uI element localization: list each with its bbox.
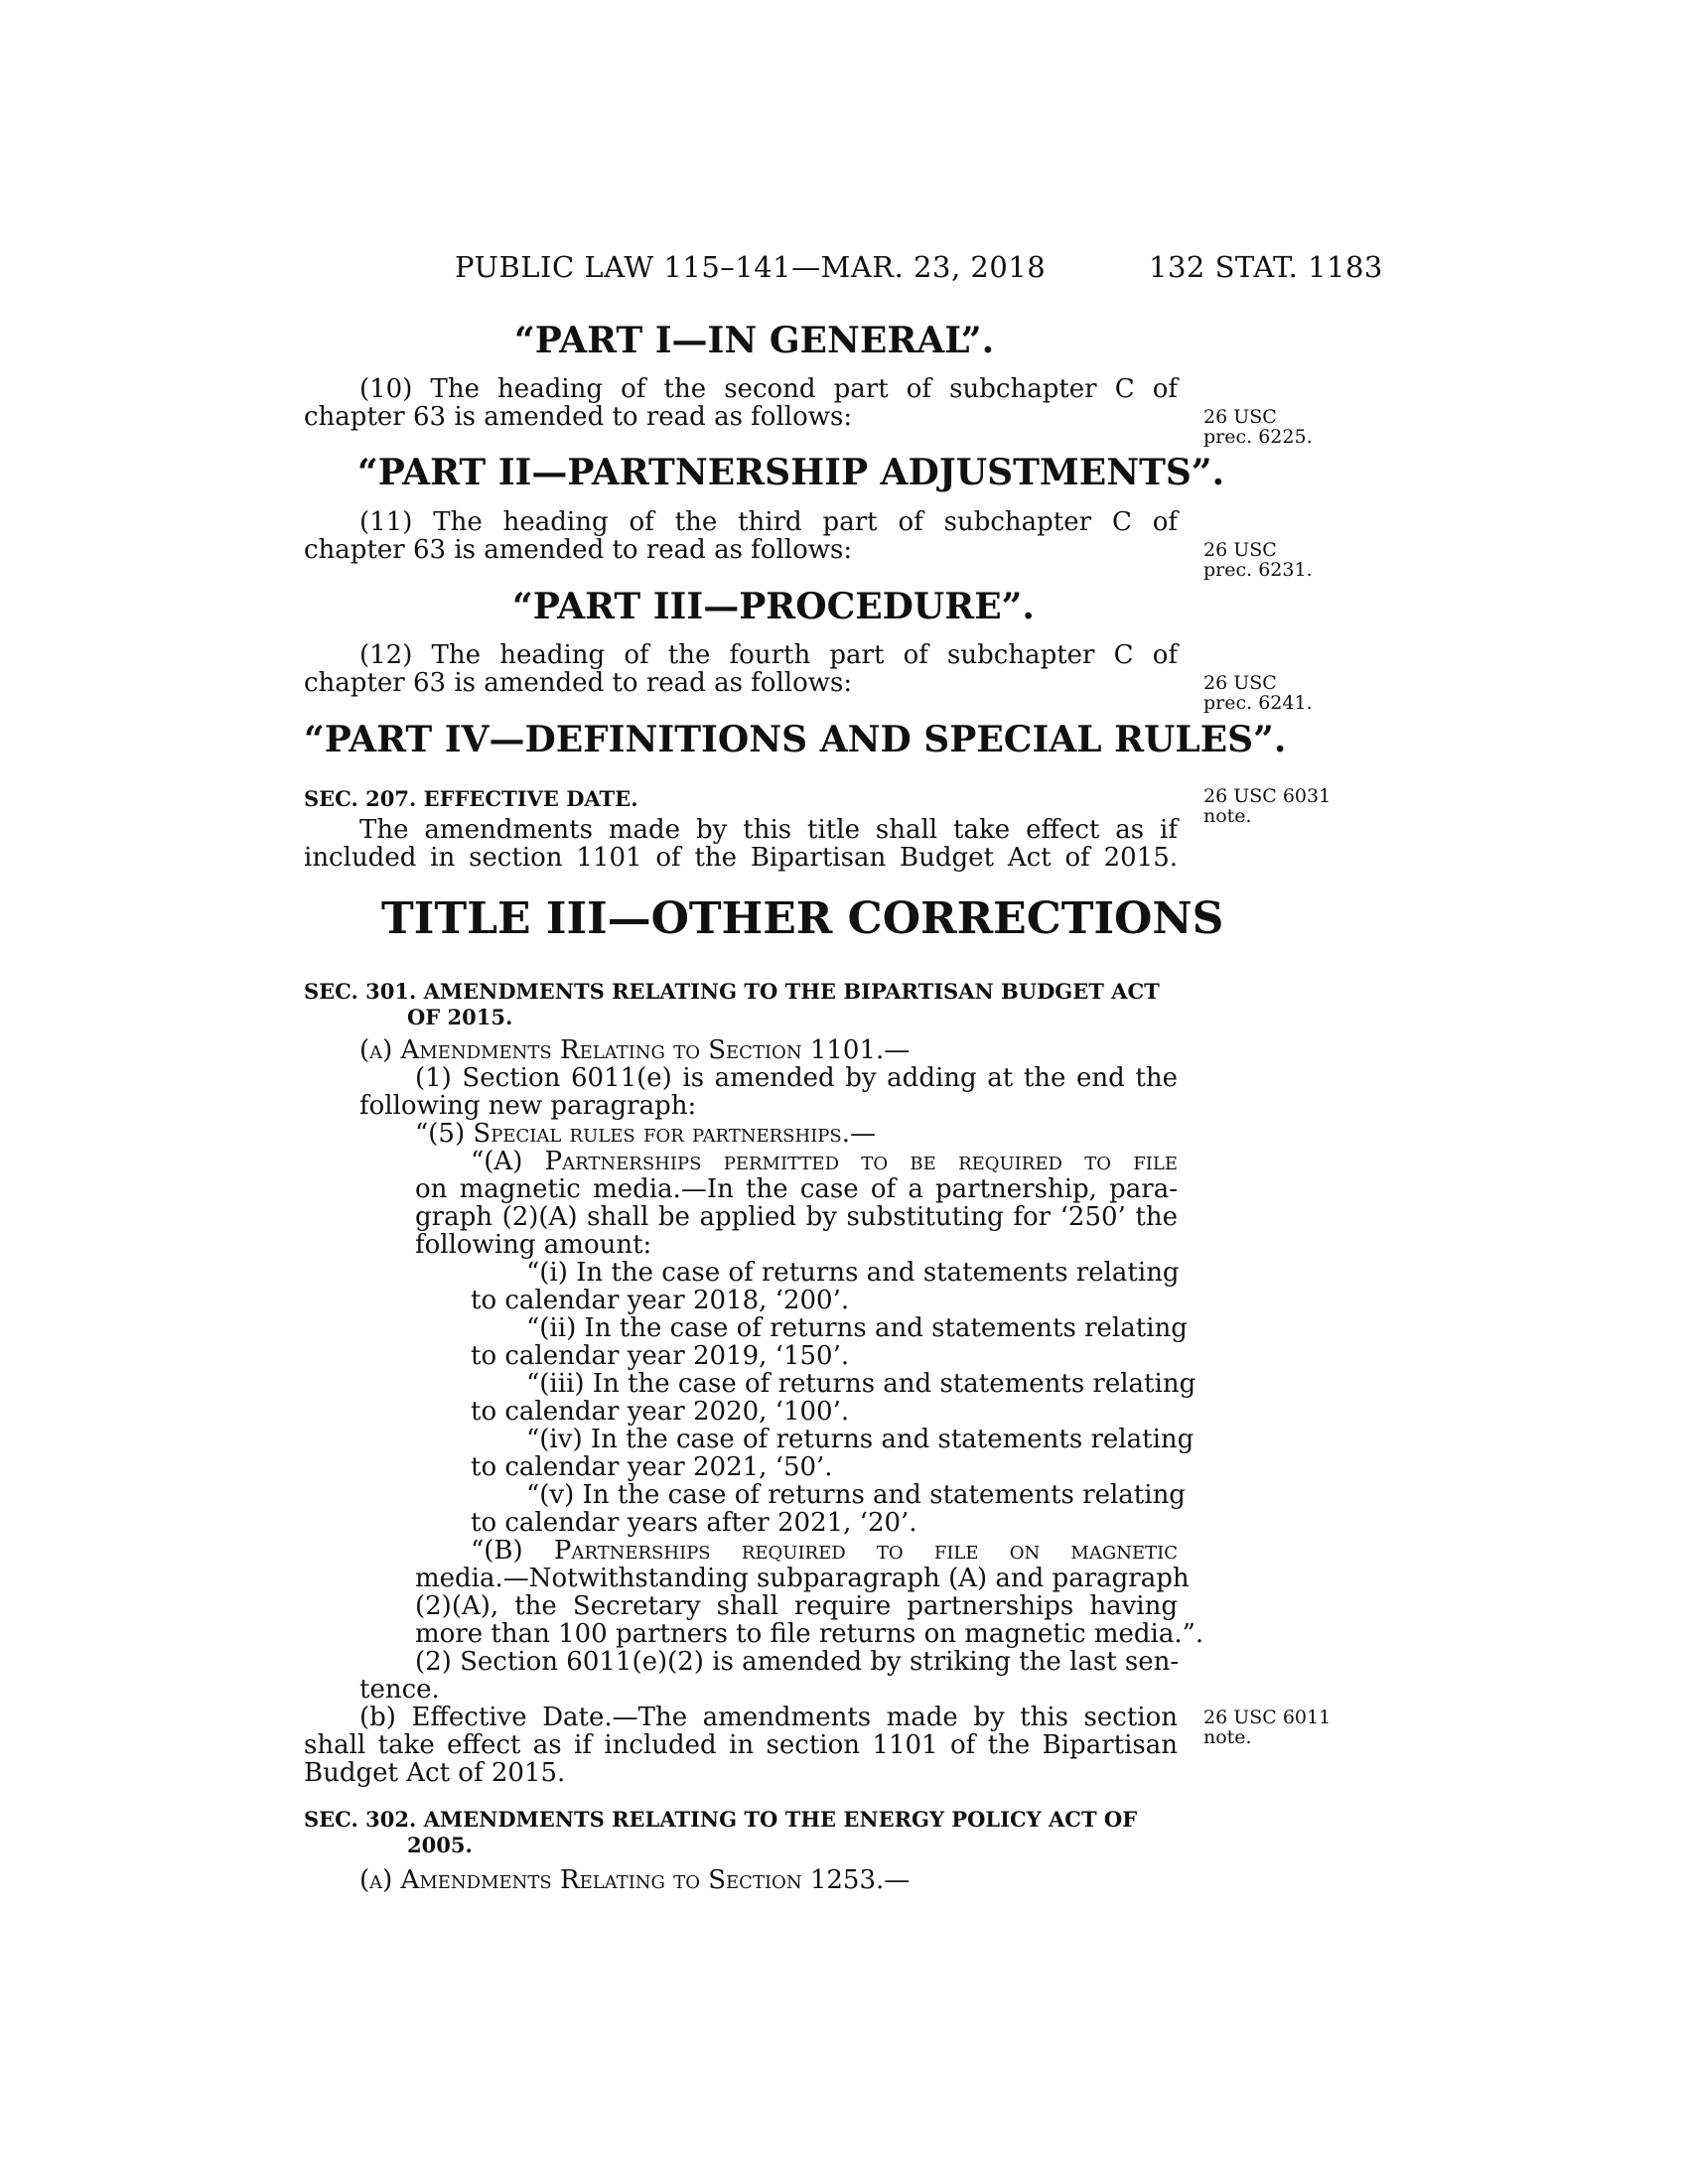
margin-note-line: 26 USC	[1203, 672, 1277, 694]
section-302-heading	[304, 1807, 1178, 1858]
subpara-b-line-3: (2)(A), the Secretary shall require partnerships having	[415, 1591, 1178, 1621]
subpara-b-line-1: “(B) Partnerships required to file on magnetic	[471, 1536, 1178, 1566]
margin-note-line: prec. 6225.	[1203, 426, 1313, 448]
subsection-a-heading: (a) Amendments Relating to Section 1101.—	[359, 1035, 911, 1065]
margin-note-line: note.	[1203, 1726, 1252, 1748]
margin-note-item-11	[1203, 540, 1313, 580]
margin-note-item-10	[1203, 407, 1313, 447]
section-301-heading	[304, 979, 1178, 1030]
para-1-line-1: (1) Section 6011(e) is amended by adding at the end the	[415, 1063, 1178, 1093]
item-10-line-1: (10) The heading of the second part of subchapter C of	[359, 374, 1178, 404]
para-2-line-1: (2) Section 6011(e)(2) is amended by striking the last sen-	[415, 1647, 1180, 1677]
margin-note-line: prec. 6241.	[1203, 692, 1313, 714]
margin-note-line: note.	[1203, 805, 1252, 827]
section-207-line-1: The amendments made by this title shall take effect as if	[359, 815, 1178, 845]
subsection-b-line-1: (b) Effective Date.—The amendments made by this section	[359, 1703, 1178, 1732]
margin-note-line: 26 USC 6011	[1203, 1706, 1332, 1728]
part-1-heading: “PART I—IN GENERAL”.	[514, 320, 995, 361]
clause-iv-line-2: to calendar year 2021, ‘50’.	[471, 1452, 833, 1482]
clause-iii-line-2: to calendar year 2020, ‘100’.	[471, 1397, 850, 1427]
margin-note-line: 26 USC	[1203, 406, 1277, 428]
section-heading-line: OF 2015.	[407, 1005, 513, 1029]
section-heading-line: SEC. 301. AMENDMENTS RELATING TO THE BIPARTISAN BUDGET ACT	[304, 979, 1160, 1004]
clause-v-line-1: “(v) In the case of returns and statements relating	[526, 1480, 1186, 1510]
clause-ii-line-1: “(ii) In the case of returns and statements relating	[526, 1313, 1188, 1343]
item-12-line-2: chapter 63 is amended to read as follows:	[304, 668, 853, 698]
margin-note-section-207	[1203, 786, 1331, 826]
clause-i-line-2: to calendar year 2018, ‘200’.	[471, 1286, 850, 1315]
margin-note-section-301	[1203, 1707, 1331, 1747]
part-4-heading: “PART IV—DEFINITIONS AND SPECIAL RULES”.	[304, 719, 1287, 760]
clause-iv-line-1: “(iv) In the case of returns and statements relating	[526, 1425, 1195, 1454]
part-3-heading: “PART III—PROCEDURE”.	[512, 586, 1035, 627]
subpara-a-line-2: on magnetic media.—In the case of a partnership, para-	[415, 1174, 1178, 1204]
margin-note-line: 26 USC 6031	[1203, 785, 1332, 807]
subpara-b-line-4: more than 100 partners to file returns on magnetic media.”.	[415, 1619, 1204, 1649]
item-11-line-1: (11) The heading of the third part of subchapter C of	[359, 507, 1178, 537]
item-10-line-2: chapter 63 is amended to read as follows:	[304, 402, 853, 432]
part-2-heading: “PART II—PARTNERSHIP ADJUSTMENTS”.	[357, 452, 1225, 493]
subsection-b-line-2: shall take effect as if included in section 1101 of the Bipartisan	[304, 1730, 1178, 1760]
margin-note-line: prec. 6231.	[1203, 559, 1313, 581]
margin-note-line: 26 USC	[1203, 539, 1277, 561]
subpara-a-line-3: graph (2)(A) shall be applied by substituting for ‘250’ the	[415, 1202, 1178, 1232]
section-heading-line: SEC. 302. AMENDMENTS RELATING TO THE ENERGY POLICY ACT OF	[304, 1807, 1138, 1832]
subpara-b-line-2: media.—Notwithstanding subparagraph (A) and paragraph	[415, 1564, 1190, 1593]
margin-note-item-12	[1203, 673, 1313, 713]
title-3-heading: TITLE III—OTHER CORRECTIONS	[381, 893, 1224, 944]
section-207-heading: SEC. 207. EFFECTIVE DATE.	[304, 786, 638, 811]
sec-302-subsection-a-heading: (a) Amendments Relating to Section 1253.—	[359, 1865, 911, 1895]
section-207-line-2: included in section 1101 of the Bipartisan Budget Act of 2015.	[304, 843, 1178, 873]
clause-iii-line-1: “(iii) In the case of returns and statements relating	[526, 1369, 1196, 1399]
para-2-line-2: tence.	[359, 1675, 440, 1705]
clause-i-line-1: “(i) In the case of returns and statements relating	[526, 1258, 1180, 1288]
running-header-page: 132 STAT. 1183	[1149, 250, 1383, 284]
subsection-b-line-3: Budget Act of 2015.	[304, 1758, 566, 1788]
clause-v-line-2: to calendar years after 2021, ‘20’.	[471, 1508, 917, 1538]
subpara-a-line-1: “(A) Partnerships permitted to be required to file	[471, 1147, 1178, 1176]
para-5-heading: “(5) Special rules for partnerships.—	[415, 1119, 877, 1149]
section-heading-line: 2005.	[407, 1833, 473, 1857]
item-11-line-2: chapter 63 is amended to read as follows:	[304, 535, 853, 565]
subpara-a-line-4: following amount:	[415, 1230, 652, 1260]
para-1-line-2: following new paragraph:	[359, 1091, 697, 1121]
running-header-left: PUBLIC LAW 115–141—MAR. 23, 2018	[455, 250, 1047, 284]
item-12-line-1: (12) The heading of the fourth part of subchapter C of	[359, 640, 1178, 670]
clause-ii-line-2: to calendar year 2019, ‘150’.	[471, 1341, 850, 1371]
